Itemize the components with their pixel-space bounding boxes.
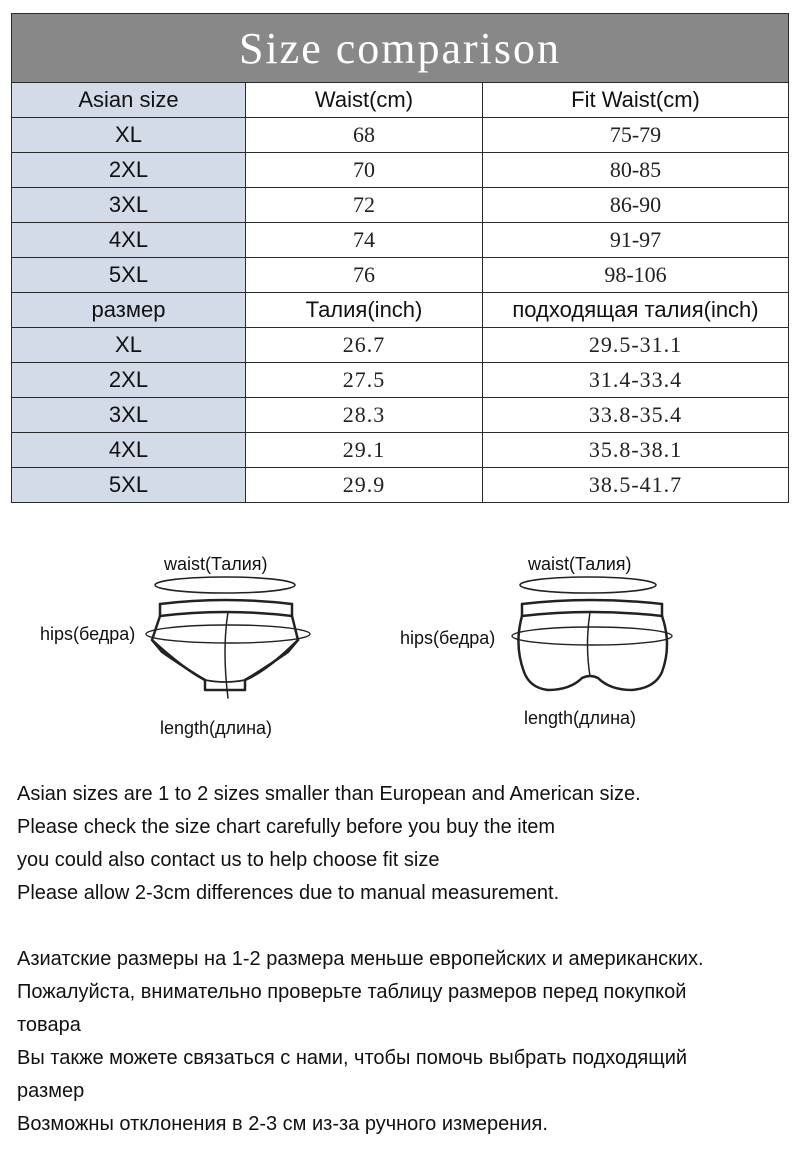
header-asian-size: Asian size xyxy=(12,83,246,118)
size-cell: 4XL xyxy=(12,223,246,258)
size-cell: 5XL xyxy=(12,468,246,503)
note-ru-line: Азиатские размеры на 1-2 размера меньше европейских и американских. xyxy=(17,948,704,970)
waist-cell: 74 xyxy=(246,223,483,258)
size-cell: 3XL xyxy=(12,398,246,433)
fit-waist-cell: 33.8-35.4 xyxy=(483,398,789,433)
note-ru-line: размер xyxy=(17,1080,85,1102)
size-comparison-table xyxy=(11,13,789,503)
table-row xyxy=(12,468,789,503)
waist-cell: 28.3 xyxy=(246,398,483,433)
fit-waist-cell: 86-90 xyxy=(483,188,789,223)
header-waist-inch: Талия(inch) xyxy=(246,293,483,328)
fit-waist-cell: 80-85 xyxy=(483,153,789,188)
note-ru-line: Вы также можете связаться с нами, чтобы помочь выбрать подходящий xyxy=(17,1047,688,1069)
size-cell: 2XL xyxy=(12,363,246,398)
fit-waist-cell: 91-97 xyxy=(483,223,789,258)
notes-spacer xyxy=(17,910,787,943)
note-ru-line: Пожалуйста, внимательно проверьте таблицу размеров перед покупкой xyxy=(17,981,687,1003)
waist-cell: 72 xyxy=(246,188,483,223)
left-waist-label: waist(Талия) xyxy=(164,554,268,574)
note-ru-line: товара xyxy=(17,1014,81,1036)
waist-cell: 29.1 xyxy=(246,433,483,468)
inch-header-row xyxy=(12,293,789,328)
size-cell: 2XL xyxy=(12,153,246,188)
note-en-line: Please allow 2-3cm differences due to manual measurement. xyxy=(17,882,560,904)
header-fit-waist-cm: Fit Waist(cm) xyxy=(483,83,789,118)
fit-waist-cell: 29.5-31.1 xyxy=(483,328,789,363)
waist-cell: 27.5 xyxy=(246,363,483,398)
fit-waist-cell: 35.8-38.1 xyxy=(483,433,789,468)
waist-cell: 68 xyxy=(246,118,483,153)
size-cell: XL xyxy=(12,118,246,153)
header-waist-cm: Waist(cm) xyxy=(246,83,483,118)
size-cell: 5XL xyxy=(12,258,246,293)
right-length-label: length(длина) xyxy=(524,708,637,728)
left-hips-label: hips(бедра) xyxy=(40,624,136,644)
header-fit-waist-inch: подходящая талия(inch) xyxy=(483,293,789,328)
header-size-ru: размер xyxy=(12,293,246,328)
size-notes xyxy=(17,778,787,1141)
table-row xyxy=(12,258,789,293)
table-row xyxy=(12,153,789,188)
size-cell: XL xyxy=(12,328,246,363)
table-row xyxy=(12,433,789,468)
cm-header-row xyxy=(12,83,789,118)
note-en-line: Asian sizes are 1 to 2 sizes smaller than European and American size. xyxy=(17,783,641,805)
waist-cell: 29.9 xyxy=(246,468,483,503)
table-row xyxy=(12,363,789,398)
fit-waist-cell: 38.5-41.7 xyxy=(483,468,789,503)
waist-cell: 76 xyxy=(246,258,483,293)
size-cell: 4XL xyxy=(12,433,246,468)
note-en-line: you could also contact us to help choose fit size xyxy=(17,849,440,871)
note-en-line: Please check the size chart carefully before you buy the item xyxy=(17,816,556,838)
left-length-label: length(длина) xyxy=(160,718,273,738)
table-row xyxy=(12,328,789,363)
size-cell: 3XL xyxy=(12,188,246,223)
fit-waist-cell: 98-106 xyxy=(483,258,789,293)
waist-cell: 70 xyxy=(246,153,483,188)
note-ru-line: Возможны отклонения в 2-3 см из-за ручного измерения. xyxy=(17,1113,548,1135)
measurement-diagrams xyxy=(0,540,800,760)
right-hips-label: hips(бедра) xyxy=(400,628,496,648)
table-row xyxy=(12,223,789,258)
right-waist-label: waist(Талия) xyxy=(528,554,632,574)
table-row xyxy=(12,398,789,433)
table-row xyxy=(12,188,789,223)
table-row xyxy=(12,118,789,153)
fit-waist-cell: 31.4-33.4 xyxy=(483,363,789,398)
table-title: Size comparison xyxy=(12,14,789,83)
waist-cell: 26.7 xyxy=(246,328,483,363)
fit-waist-cell: 75-79 xyxy=(483,118,789,153)
